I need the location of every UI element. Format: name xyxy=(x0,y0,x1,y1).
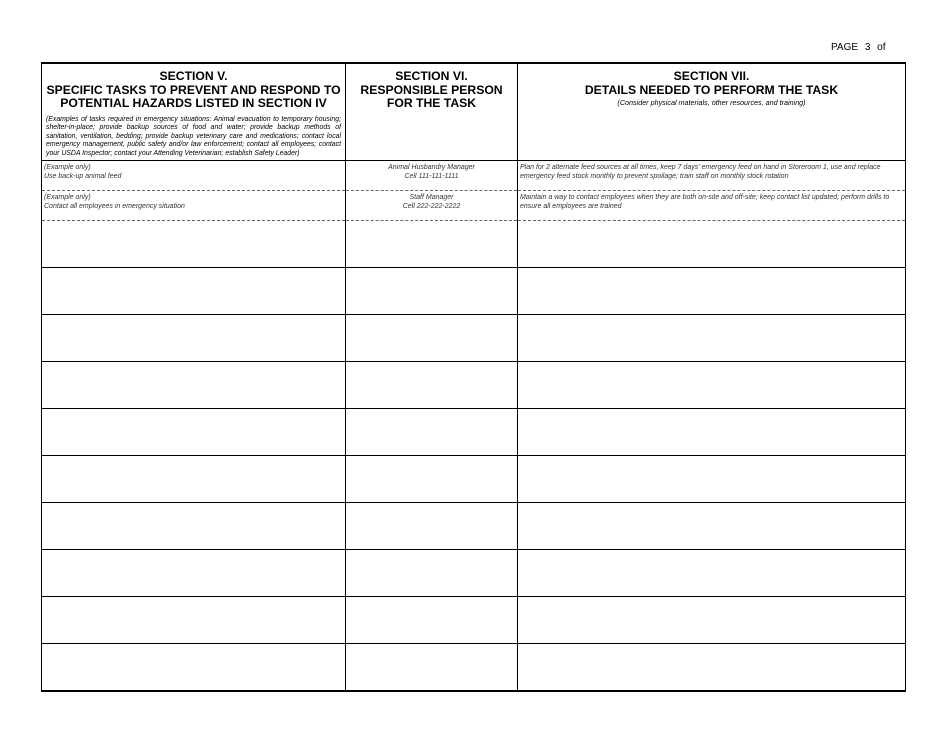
section-vii-subtitle: (Consider physical materials, other resources, and training) xyxy=(617,98,806,107)
blank-row xyxy=(42,268,906,315)
task-input-cell[interactable] xyxy=(42,315,346,362)
person-input-cell[interactable] xyxy=(346,456,518,503)
example-tag: (Example only) xyxy=(44,194,91,201)
example-task-cell xyxy=(42,191,346,221)
person-input-cell[interactable] xyxy=(346,409,518,456)
example-row xyxy=(42,191,906,221)
details-input-cell[interactable] xyxy=(518,221,906,268)
details-input-cell[interactable] xyxy=(518,597,906,644)
person-input-cell[interactable] xyxy=(346,644,518,692)
example-person-cell xyxy=(346,191,518,221)
person-input-cell[interactable] xyxy=(346,315,518,362)
details-input-cell[interactable] xyxy=(518,456,906,503)
details-input-cell[interactable] xyxy=(518,550,906,597)
blank-row xyxy=(42,644,906,692)
details-input-cell[interactable] xyxy=(518,362,906,409)
task-table xyxy=(41,62,906,692)
example-row xyxy=(42,161,906,191)
header-row xyxy=(42,63,906,161)
example-details: Maintain a way to contact employees when they are both on-site and off-site; keep contact list updated; perform drills to ensure all employees are trained xyxy=(520,194,890,210)
example-details: Plan for 2 alternate feed sources at all times, keep 7 days' emergency feed on hand in Storeroom 1, use and replace emergency feed stock monthly to prevent spoilage; train staff on monthly stock rotation xyxy=(520,164,881,180)
section-vii-title: SECTION VII. DETAILS NEEDED TO PERFORM THE TASK xyxy=(584,69,839,97)
section-v-examples: (Examples of tasks required in emergency situations: Animal evacuation to temporary housing; shelter-in-place; provide backup sources of food and water; provide backup methods of sanitation, ventilation, bedding; provide backup veterinary care and medications; contact local emergency management, public safety and/or law enforcement; contact all employees; contact your USDA Inspector; contact your Attending Veterinarian; establish Safety Leader) xyxy=(46,115,341,157)
page-number xyxy=(831,42,890,53)
task-input-cell[interactable] xyxy=(42,456,346,503)
task-input-cell[interactable] xyxy=(42,362,346,409)
task-input-cell[interactable] xyxy=(42,597,346,644)
details-input-cell[interactable] xyxy=(518,315,906,362)
details-input-cell[interactable] xyxy=(518,268,906,315)
example-phone: Cell 222-222-2222 xyxy=(402,202,461,210)
blank-row xyxy=(42,550,906,597)
blank-row xyxy=(42,362,906,409)
blank-row xyxy=(42,315,906,362)
example-details-cell xyxy=(518,161,906,191)
blank-row xyxy=(42,597,906,644)
example-task: Use back-up animal feed xyxy=(44,172,122,180)
example-details-cell xyxy=(518,191,906,221)
page-number-value: 3 xyxy=(864,42,871,53)
person-input-cell[interactable] xyxy=(346,550,518,597)
person-input-cell[interactable] xyxy=(346,362,518,409)
example-task: Contact all employees in emergency situation xyxy=(44,202,185,210)
page-of-label: of xyxy=(877,42,886,53)
person-input-cell[interactable] xyxy=(346,597,518,644)
task-input-cell[interactable] xyxy=(42,550,346,597)
section-vi-header xyxy=(346,63,518,161)
example-tag: (Example only) xyxy=(44,164,91,171)
person-input-cell[interactable] xyxy=(346,221,518,268)
task-input-cell[interactable] xyxy=(42,409,346,456)
blank-row xyxy=(42,221,906,268)
section-vii-header xyxy=(518,63,906,161)
person-input-cell[interactable] xyxy=(346,268,518,315)
section-vi-title: SECTION VI. RESPONSIBLE PERSON FOR THE TASK xyxy=(360,69,503,110)
person-input-cell[interactable] xyxy=(346,503,518,550)
task-input-cell[interactable] xyxy=(42,503,346,550)
example-person-cell xyxy=(346,161,518,191)
section-v-title: SECTION V. SPECIFIC TASKS TO PREVENT AND RESPOND TO POTENTIAL HAZARDS LISTED IN SECTION IV xyxy=(46,69,341,110)
example-phone: Cell 111-111-1111 xyxy=(404,172,459,180)
details-input-cell[interactable] xyxy=(518,644,906,692)
blank-row xyxy=(42,409,906,456)
details-input-cell[interactable] xyxy=(518,409,906,456)
task-input-cell[interactable] xyxy=(42,644,346,692)
section-v-header xyxy=(42,63,346,161)
example-person: Animal Husbandry Manager xyxy=(388,164,475,171)
task-input-cell[interactable] xyxy=(42,221,346,268)
blank-row xyxy=(42,456,906,503)
page-label: PAGE xyxy=(831,42,859,53)
task-input-cell[interactable] xyxy=(42,268,346,315)
example-task-cell xyxy=(42,161,346,191)
details-input-cell[interactable] xyxy=(518,503,906,550)
blank-row xyxy=(42,503,906,550)
example-person: Staff Manager xyxy=(409,194,454,201)
